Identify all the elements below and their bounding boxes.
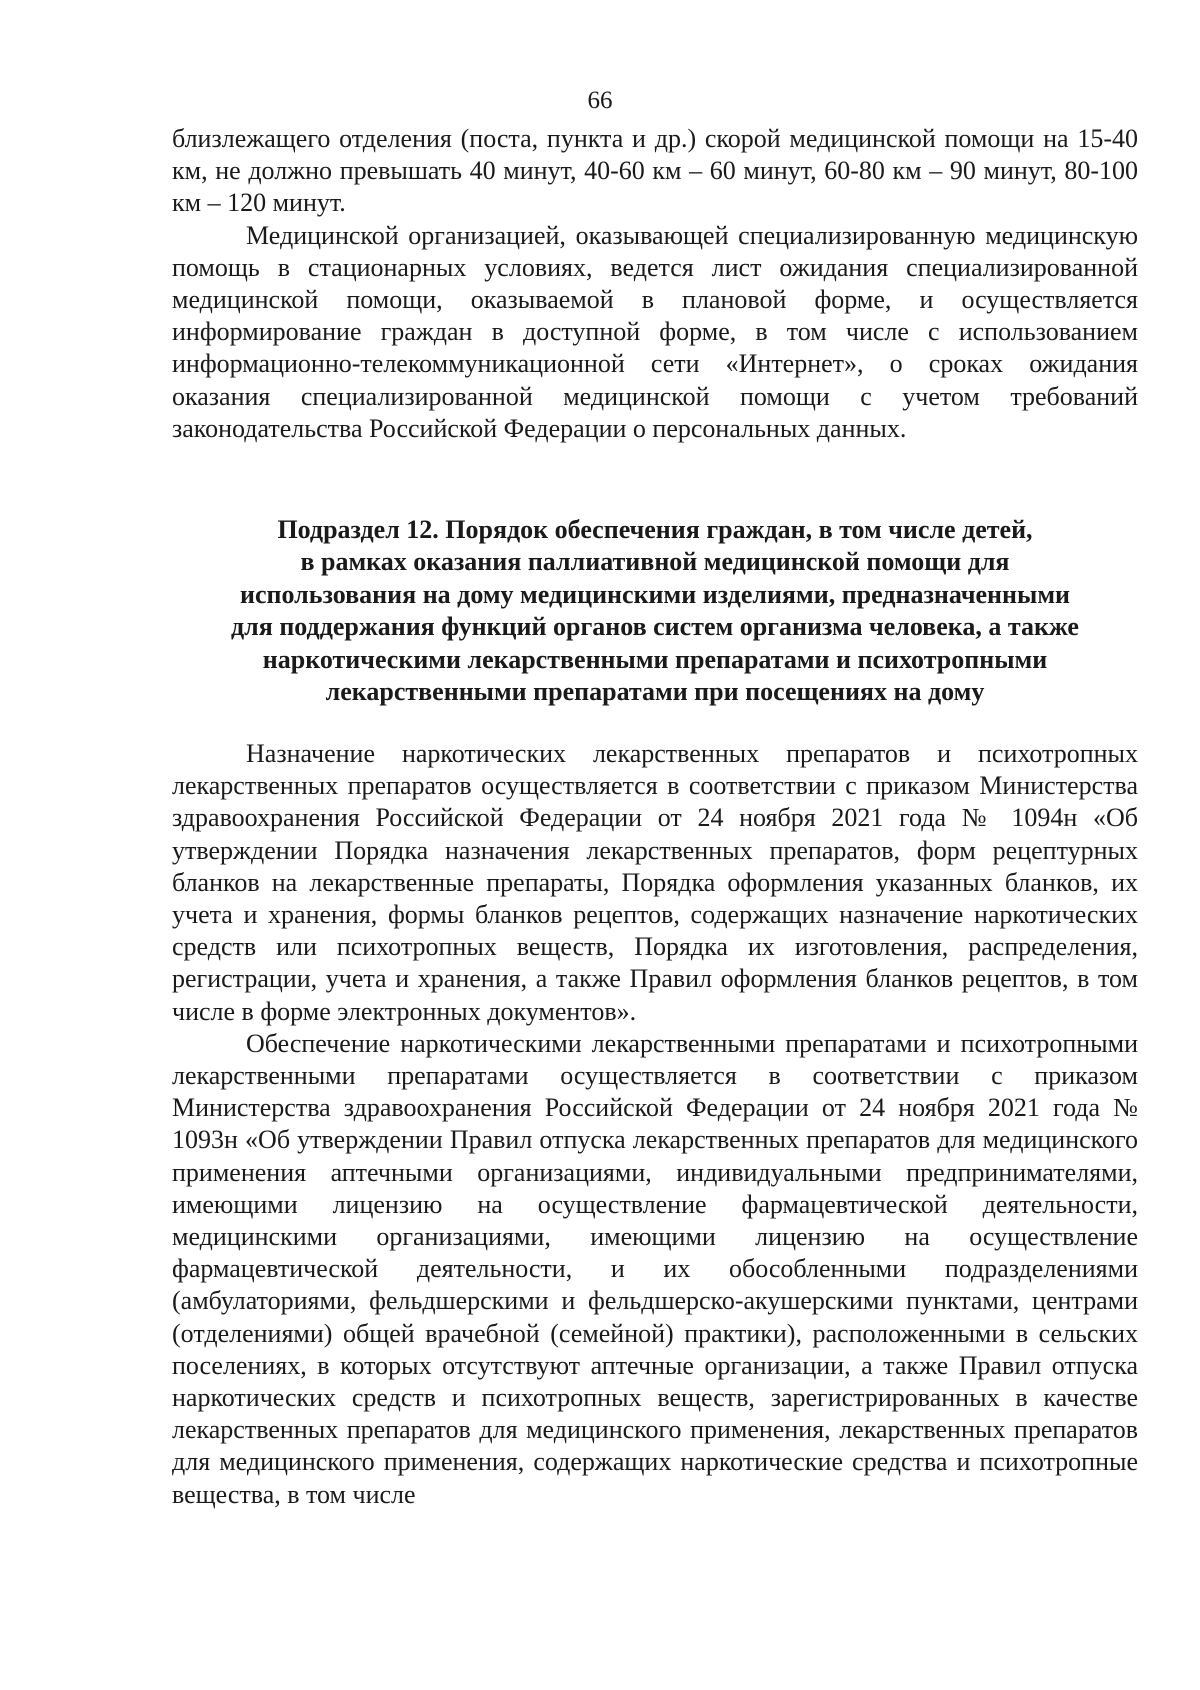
subsection-heading-line: в рамках оказания паллиативной медицинской помощи для (300, 547, 1010, 577)
paragraph-prescription: Назначение наркотических лекарственных препаратов и психотропных лекарственных препаратов осуществляется в соответствии с приказом Министерства здравоохранения Российской Федерации от 24 ноября 2021 года № 1094н «Об утверждении Порядка назначения лекарственных препаратов, форм рецептурных бланков на лекарственные препараты, Порядка оформления указанных бланков, их учета и хранения, формы бланков рецептов, содержащих назначение наркотических средств или психотропных веществ, Порядка их изготовления, распределения, регистрации, учета и хранения, а также Правил оформления бланков рецептов, в том числе в форме электронных документов». (172, 739, 1138, 1026)
subsection-heading (172, 514, 1138, 708)
paragraph-continuation: близлежащего отделения (поста, пункта и др.) скорой медицинской помощи на 15-40 км, не должно превышать 40 минут, 40-60 км – 60 минут, 60-80 км – 90 минут, 80-100 км – 120 минут. (172, 124, 1138, 218)
subsection-heading-line: использования на дому медицинскими изделиями, предназначенными (239, 579, 1071, 609)
paragraph-provision: Обеспечение наркотическими лекарственными препаратами и психотропными лекарственными препаратами осуществляется в соответствии с приказом Министерства здравоохранения Российской Федерации от 24 ноября 2021 года № 1093н «Об утверждении Правил отпуска лекарственных препаратов для медицинского применения аптечными организациями, индивидуальными предпринимателями, имеющими лицензию на осуществление фармацевтической деятельности, медицинскими организациями, имеющими лицензию на осуществление фармацевтической деятельности, и их обособленными подразделениями (амбулаториями, фельдшерскими и фельдшерско-акушерскими пунктами, центрами (отделениями) общей врачебной (семейной) практики), расположенными в сельских поселениях, в которых отсутствуют аптечные организации, а также Правил отпуска наркотических средств и психотропных веществ, зарегистрированных в качестве лекарственных препаратов для медицинского применения, лекарственных препаратов для медицинского применения, содержащих наркотические средства и психотропные вещества, в том числе (172, 1028, 1138, 1509)
page-number: 66 (587, 87, 613, 114)
top-text-block (172, 123, 1138, 445)
subsection-heading-line: лекарственными препаратами при посещениях на дому (325, 677, 985, 707)
subsection-heading-line: Подраздел 12. Порядок обеспечения граждан, в том числе детей, (277, 515, 1033, 544)
bottom-text-block (172, 738, 1138, 1511)
subsection-heading-line: для поддержания функций органов систем организма человека, а также (231, 612, 1079, 642)
paragraph-waiting-list: Медицинской организацией, оказывающей специализированную медицинскую помощь в стационарных условиях, ведется лист ожидания специализированной медицинской помощи, оказываемой в плановой форме, и осуществляется информирование граждан в доступной форме, в том числе с использованием информационно-телекоммуникационной сети «Интернет», о сроках ожидания оказания специализированной медицинской помощи с учетом требований законодательства Российской Федерации о персональных данных. (172, 220, 1138, 443)
subsection-heading-line: наркотическими лекарственными препаратами и психотропными (262, 644, 1048, 674)
